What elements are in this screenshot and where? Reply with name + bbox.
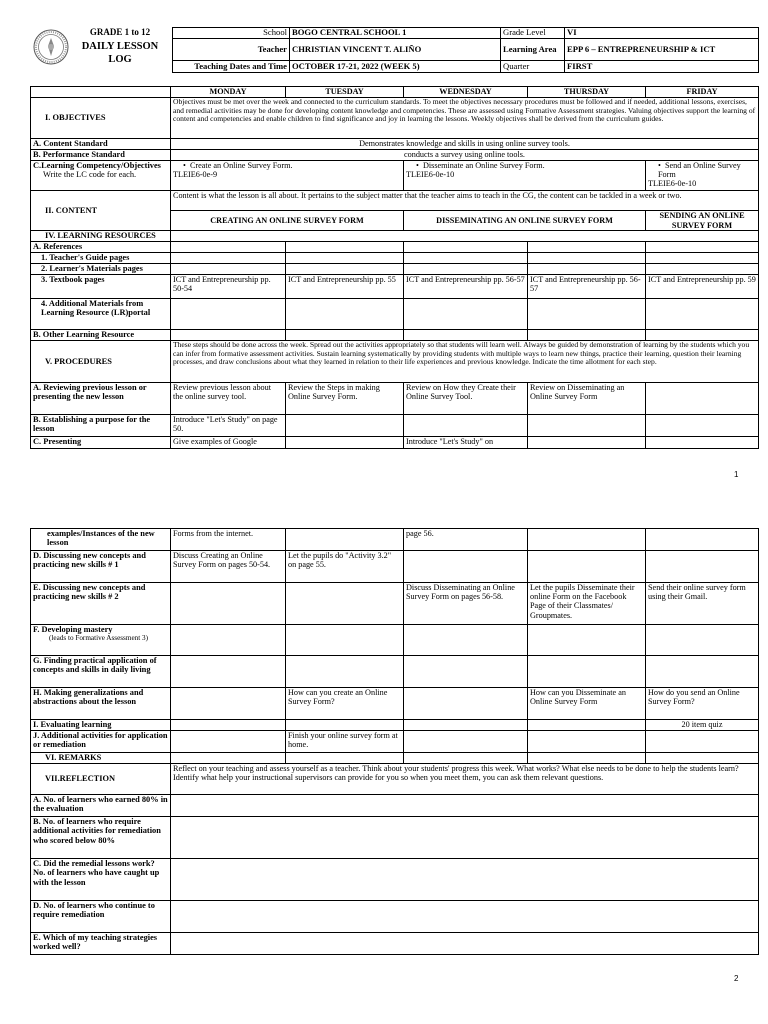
lesson-log-table-p1 xyxy=(30,86,759,449)
textbook-tue: ICT and Entrepreneurship pp. 55 xyxy=(286,275,404,299)
content-standard-label: A. Content Standard xyxy=(31,139,171,150)
proc-f-label: F. Developing mastery (leads to Formative Assessment 3) xyxy=(31,625,171,656)
content-label: II. CONTENT xyxy=(31,191,171,231)
lm-pages-label: 2. Learner's Materials pages xyxy=(31,264,171,275)
day-monday: MONDAY xyxy=(171,87,286,98)
proc-b-label: B. Establishing a purpose for the lesson xyxy=(31,415,171,437)
objectives-label: I. OBJECTIVES xyxy=(31,98,171,139)
learning-area-label: Learning Area xyxy=(501,39,565,61)
proc-c-label-part1: C. Presenting xyxy=(31,437,171,449)
procedures-note: These steps should be done across the week. Spread out the activities appropriately so that students will learn well. Always be guided by demonstration of learning by the students which you can infer from formative assessment activities. Sustain learning systematically by providing students with multiple ways to learn new things, practice their learning, question their learning processes, and draw conclusions about what they learned in relation to their life experiences and previous knowledge. Indicate the time allotment for each step. xyxy=(171,341,759,383)
objectives-row xyxy=(31,98,759,139)
page-number-2: 2 xyxy=(734,974,739,983)
reflection-e-label: E. Which of my teaching strategies worked well? xyxy=(31,933,171,955)
reflection-b-label: B. No. of learners who require additional activities for remediation who scored below 80% xyxy=(31,817,171,859)
textbook-wed: ICT and Entrepreneurship pp. 56-57 xyxy=(404,275,528,299)
textbook-thu: ICT and Entrepreneurship pp. 56-57 xyxy=(528,275,646,299)
days-header-row xyxy=(31,87,759,98)
reflection-note: Reflect on your teaching and assess yourself as a teacher. Think about your students' progress this week. What works? What else needs to be done to help the students learn? Identify what help your instructional supervisors can provide for you so when you meet them, you can ask them relevant questions. xyxy=(171,764,759,795)
proc-a-thu: Review on Disseminating an Online Survey Form xyxy=(528,383,646,415)
proc-h-label: H. Making generalizations and abstractions about the lesson xyxy=(31,688,171,720)
page-2 xyxy=(0,512,768,1024)
other-resource-label: B. Other Learning Resource xyxy=(31,330,171,341)
performance-standard-value: conducts a survey using online tools. xyxy=(171,150,759,161)
school-value: BOGO CENTRAL SCHOOL 1 xyxy=(290,28,501,39)
quarter-value: FIRST xyxy=(565,61,759,73)
textbook-mon: ICT and Entrepreneurship pp. 50-54 xyxy=(171,275,286,299)
day-tuesday: TUESDAY xyxy=(286,87,404,98)
proc-a-tue: Review the Steps in making Online Survey Form. xyxy=(286,383,404,415)
dates-value: OCTOBER 17-21, 2022 (WEEK 5) xyxy=(290,61,501,73)
grade-level-value: VI xyxy=(565,28,759,39)
reflection-label: VII.REFLECTION xyxy=(31,764,171,795)
content-mon-tue: CREATING AN ONLINE SURVEY FORM xyxy=(171,211,404,231)
proc-d-label: D. Discussing new concepts and practicing new skills # 1 xyxy=(31,551,171,583)
content-wed-thu: DISSEMINATING AN ONLINE SURVEY FORM xyxy=(404,211,646,231)
teacher-label: Teacher xyxy=(173,39,290,61)
page-number-1: 1 xyxy=(734,470,739,479)
proc-j-tue: Finish your online survey form at home. xyxy=(286,731,404,753)
objectives-note: Objectives must be met over the week and connected to the curriculum standards. To meet the objectives necessary procedures must be followed and if needed, additional lessons, exercises, and remedial activities may be done for developing content knowledge and competencies. These are assessed using Formative Assessment strategies. Valuing objectives support the learning of content and competencies and enable children to find significance and joy in learning the lessons. Weekly objectives shall be derived from the curriculum guides. xyxy=(171,98,759,139)
procedures-label: V. PROCEDURES xyxy=(31,341,171,383)
proc-h-fri: How do you send an Online Survey Form? xyxy=(646,688,759,720)
competency-mon-tue: • Create an Online Survey Form. TLEIE6-0e-9 xyxy=(171,161,404,191)
day-wednesday: WEDNESDAY xyxy=(404,87,528,98)
proc-h-tue: How can you create an Online Survey Form? xyxy=(286,688,404,720)
day-thursday: THURSDAY xyxy=(528,87,646,98)
quarter-label: Quarter xyxy=(501,61,565,73)
proc-b-mon: Introduce "Let's Study" on page 50. xyxy=(171,415,286,437)
proc-i-label: I. Evaluating learning xyxy=(31,720,171,731)
proc-c-label-part2: examples/Instances of the new lesson xyxy=(31,529,171,551)
proc-c-mon-part2: Forms from the internet. xyxy=(171,529,286,551)
dates-label: Teaching Dates and Time xyxy=(173,61,290,73)
reflection-a-label: A. No. of learners who earned 80% in the evaluation xyxy=(31,795,171,817)
proc-h-thu: How can you Disseminate an Online Survey Form xyxy=(528,688,646,720)
references-label: A. References xyxy=(31,242,171,253)
competency-label: C.Learning Competency/Objectives Write the LC code for each. xyxy=(31,161,171,191)
proc-a-wed: Review on How they Create their Online Survey Tool. xyxy=(404,383,528,415)
header-info-table xyxy=(172,27,759,73)
deped-seal-icon xyxy=(33,29,69,65)
proc-d-mon: Discuss Creating an Online Survey Form on pages 50-54. xyxy=(171,551,286,583)
proc-i-fri: 20 item quiz xyxy=(646,720,759,731)
day-friday: FRIDAY xyxy=(646,87,759,98)
content-note: Content is what the lesson is all about. It pertains to the subject matter that the teacher aims to teach in the CG, the content can be tackled in a week or two. xyxy=(171,191,759,211)
remarks-label: VI. REMARKS xyxy=(31,753,171,764)
proc-c-wed-part2: page 56. xyxy=(404,529,528,551)
proc-c-mon-part1: Give examples of Google xyxy=(171,437,286,449)
proc-a-mon: Review previous lesson about the online survey tool. xyxy=(171,383,286,415)
school-label: School xyxy=(173,28,290,39)
lesson-log-table-p2 xyxy=(30,528,759,955)
proc-e-fri: Send their online survey form using their Gmail. xyxy=(646,583,759,625)
proc-j-label: J. Additional activities for application or remediation xyxy=(31,731,171,753)
proc-a-label: A. Reviewing previous lesson or presenting the new lesson xyxy=(31,383,171,415)
reflection-c-label: C. Did the remedial lessons work? No. of learners who have caught up with the lesson xyxy=(31,859,171,901)
reflection-d-label: D. No. of learners who continue to require remediation xyxy=(31,901,171,933)
competency-row xyxy=(31,161,759,191)
proc-e-thu: Let the pupils Disseminate their online Form on the Facebook Page of their Classmates/ Groupmates. xyxy=(528,583,646,625)
grade-level-label: Grade Level xyxy=(501,28,565,39)
competency-fri: • Send an Online Survey Form TLEIE6-0e-10 xyxy=(646,161,759,191)
proc-e-label: E. Discussing new concepts and practicing new skills # 2 xyxy=(31,583,171,625)
document-title: DAILY LESSON LOG xyxy=(81,41,159,66)
grade-range: GRADE 1 to 12 xyxy=(89,27,151,37)
page-1 xyxy=(0,0,768,486)
content-fri: SENDING AN ONLINE SURVEY FORM xyxy=(646,211,759,231)
additional-materials-label: 4. Additional Materials from Learning Resource (LR)portal xyxy=(31,299,171,330)
performance-standard-label: B. Performance Standard xyxy=(31,150,171,161)
proc-a-row xyxy=(31,383,759,415)
competency-wed-thu: • Disseminate an Online Survey Form. TLEIE6-0e-10 xyxy=(404,161,646,191)
proc-g-label: G. Finding practical application of concepts and skills in daily living xyxy=(31,656,171,688)
proc-a-fri xyxy=(646,383,759,415)
textbook-label: 3. Textbook pages xyxy=(31,275,171,299)
textbook-row xyxy=(31,275,759,299)
proc-c-wed-part1: Introduce "Let's Study" on xyxy=(404,437,528,449)
proc-e-wed: Discuss Disseminating an Online Survey Form on pages 56-58. xyxy=(404,583,528,625)
textbook-fri: ICT and Entrepreneurship pp. 59 xyxy=(646,275,759,299)
learning-area-value: EPP 6 – ENTREPRENEURSHIP & ICT xyxy=(565,39,759,61)
proc-d-tue: Let the pupils do "Activity 3.2" on page 55. xyxy=(286,551,404,583)
resources-label: IV. LEARNING RESOURCES xyxy=(31,231,171,242)
content-standard-value: Demonstrates knowledge and skills in using online survey tools. xyxy=(171,139,759,150)
teacher-value: CHRISTIAN VINCENT T. ALIÑO xyxy=(290,39,501,61)
tg-pages-label: 1. Teacher's Guide pages xyxy=(31,253,171,264)
